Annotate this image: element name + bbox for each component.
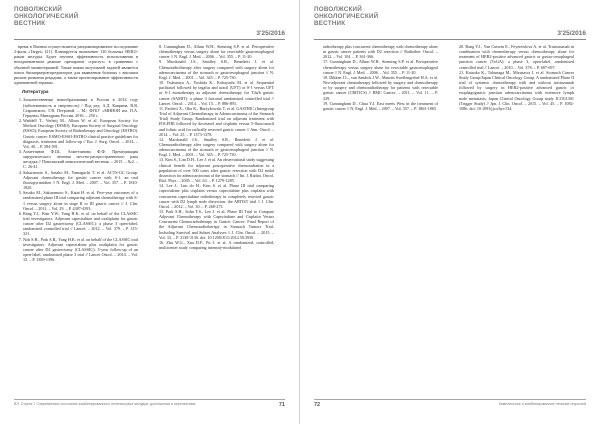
header-rule [314, 39, 586, 40]
left-page-column-1 [14, 44, 138, 390]
right-page-footer [314, 399, 586, 410]
reference-item: 20. Bang Y.J., Van Cutsem E., Feyereislova A. et al. Trastuzumab in combination with chemotherapy versus chemotherapy alone for treatment of HER2-positive advanced gastric or gastro-oesophageal junction cancer (ToGA): a phase 3, open-label, randomised controlled trial // Lancet. – 2010. – Vol. 376. – P. 687-697. [459, 44, 574, 70]
reference-item: 21. Kataoka K., Tokunaga M., Mizusawa J. et al. Stomach Cancer Study Group/Japan Clinical Oncology Group. A randomized Phase II trial of systemic chemotherapy with and without trastuzumab followed by surgery in HER2-positive advanced gastric or esophagogastric junction adenocarcinoma with extensive lymph node metastasis: Japan Clinical Oncology Group study JCOG1301 (Trigger Study) // Jpn. J. Clin. Oncol. – 2015. – Vol. 45. – P. 1082-1086. doi: 10.1093/jjco/hyv134. [459, 69, 574, 111]
left-page-column-2 [150, 44, 274, 390]
reference-item: 14. Lee J., Lim do H., Kim S. et al. Phase III trial comparing capecitabine plus cisplatin versus capecitabine plus cisplatin with concurrent capecitabine radiotherapy in completely resected gastric cancer with D2 lymph node dissection: the ARTIST trial // J. Clin. Oncol. – 2012. – Vol. 30. – P. 268-273. [159, 183, 274, 209]
reference-item: 19. Cunningham D., Chua Y.J. East meets West in the treatment of gastric cancer // N. Engl. J. Med. – 2007. – Vol. 357. – P. 1863-1865. [323, 100, 438, 111]
page-number: 71 [278, 401, 285, 408]
header-rule [14, 39, 285, 40]
right-page [300, 0, 600, 424]
reference-item: 2. Waddell T., Verheij M., Allum W. et al. European Society for Medical Oncology (ESMO); European Society of Surgical Oncology (ESSO); European Society of Radiotherapy and Oncology (ESTRO). Gastric cancer: ESMO-ESSO-ESTRO clinical practice guidelines for diagnosis, treatment and follow-up // Eur. J. Surg. Oncol. – 2014. – Vol. 40. – P. 584-591. [23, 118, 138, 149]
journal-name: ПОВОЛЖСКИЙ ОНКОЛОГИЧЕСКИЙ ВЕСТНИК [314, 6, 379, 27]
reference-item: 15. Park S.H., Sohn T.S., Lee J. et al. Phase III Trial to Compare Adjuvant Chemotherapy with Capecitabine and Cisplatin Versus Concurrent Chemoradiotherapy in Gastric Cancer: Final Report of the Adjuvant Chemoradiotherapy in Stomach Tumors Trial, Including Survival and Subset Analyses // J. Clin. Oncol. – 2015. – Vol. 33. – P. 3130-3136. doi: 10.1200/JCO.2014.58.3930. [159, 209, 274, 240]
reference-item: 18. Dikken J.L., van Sandick J.W., Maurits Swellengrebel H.A. et al. Neo-adjuvant chemotherapy followed by surgery and chemotherapy or by surgery and chemoradiotherapy for patients with resectable gastric cancer (CRITICS) // BMC Cancer. – 2011. – Vol. 11. – P. 329. [323, 74, 438, 101]
intro-paragraph: время в Японии осуществляется рандомизированное исследование 2-фазы «Target» [21]. Планируется включение 130 больных HER2+ раком желудка. Будет изучена эффективность использования в неоадъювантном режиме препаратов «трастуз» в сравнении с обычной химиотерапией. Также важна актуальной задачей являются поиск биомаркеров-предикторов для выявления больных с высоким риском развития рецидива, а также прогнозирование эффективности адъювантной терапии. [14, 44, 138, 86]
reference-item: 7. Noh S.H., Park S.R., Yang H.K. et al. on behalf of the CLASSIC trial investigators. Adjuvant capecitabine plus oxaliplatin for gastric cancer after D2 gastrectomy (CLASSIC): 5-year follow-up of an open-label, randomised phase 3 trial // Lancet Oncol. – 2014. – Vol. 15. – P. 1389-1396. [23, 237, 138, 263]
reference-list-continued [150, 44, 274, 250]
running-footer: ВЛ. Стрелк 7 Современное состояние комбинированного лечения рака желудка: достижения и перспективы [14, 402, 196, 406]
reference-item: 4. Sakuramoto S., Sasako M., Yamaguchi T. et al. ACTS-GC Group. Adjuvant chemotherapy for gastric cancer with S-1, an oral fluoropyrimidine // N. Engl. J. Med. – 2007. – Vol. 357. – P. 1810-1820. [23, 170, 138, 191]
reference-item: 9. Macdonald J.S., Smalley S.R., Benedetti J. et al. Chemoradiotherapy after surgery compared with surgery alone for adenocarcinoma of the stomach or gastroesophageal junction // N. Engl. J. Med. – 2001. – Vol. 345. – P. 725-730. [159, 59, 274, 80]
reference-item: 10. Tsuburaya A., Yoshida K., Kobayashi M. et al. Sequential paclitaxel followed by tegafur and uracil (UFT) or S-1 versus UFT or S-1 monotherapy as adjuvant chemotherapy for T4a/b gastric cancer (SAMIT): a phase 3 factorial randomised controlled trial // Lancet. Oncol. – 2014. – Vol. 15. – P. 886-893. [159, 80, 274, 106]
journal-issue: 3'25/2016 [557, 30, 586, 37]
reference-item: 8. Cunningham D., Allum W.H., Stenning S.P. et al. Perioperative chemotherapy versus surgery alone for resectable gastroesophageal cancer // N. Engl. J. Med. – 2006. – Vol. 355. – P. 11-20. [159, 44, 274, 60]
reference-item: 1. Злокачественные новообразования в России в 2014 году (заболеваемость и смертность) / Под ред. А.Д. Каприна, В.В. Старинского, Г.В. Петровой. – М.: ФГБУ «МНИОИ им. П.А. Герцена» Минздрава России, 2016. – 250 с. [23, 97, 138, 118]
page-number: 72 [314, 401, 321, 408]
reference-item: 5. Sasako M., Sakuramoto S., Katai H. et al. Five-year outcomes of a randomized phase III trial comparing adjuvant chemotherapy with S-1 versus surgery alone in stage II or III gastric cancer // J. Clin. Oncol. – 2011. – Vol. 29. – P. 4387-4393. [23, 190, 138, 211]
journal-name: ПОВОЛЖСКИЙ ОНКОЛОГИЧЕСКИЙ ВЕСТНИК [14, 6, 79, 27]
right-page-column-2 [450, 44, 574, 390]
references-heading: Литература [22, 89, 49, 95]
reference-item: 12. Macdonald J.S., Smalley S.R., Benedetti J. et al. Chemoradiotherapy after surgery compared with surgery alone for adenocarcinoma of the stomach or gastroesophageal junction // N. Engl. J. Med. – 2001. – Vol. 345. – P. 725-730. [159, 136, 274, 158]
right-page-header [314, 6, 586, 40]
right-page-column-1 [314, 44, 438, 390]
journal-issue: 3'25/2016 [256, 30, 285, 37]
reference-item: 13. Kim S., Lim D.H., Lee J. et al. An observational study suggesting clinical benefit for adjuvant postoperative chemoradiation in a population of over 500 cases after gastric resection with D2 nodal dissection for adenocarcinoma of the stomach // Int. J. Radiat. Oncol. Biol. Phys. – 2005. – Vol. 63. – P. 1279-1285. [159, 157, 274, 184]
reference-item: 11. Paoletti X., Oba K., Burzykowski T. et al. GASTRIC (Intergroup Trial of Adjuvant Chemotherapy in Adenocarcinoma of the Stomach Trial) Study Group. Randomized trial on adjuvant treatment with FOLFIRI followed by docetaxel and cisplatin versus 5-fluorouracil and folinic acid for radically resected gastric cancer // Ann. Oncol. – 2014. – Vol. 25. – P. 1373-1378. [159, 105, 274, 137]
reference-item: 6. Bang Y.J., Kim Y.W., Yang H.K. et al. on behalf of the CLASSIC trial investigators. Adjuvant capecitabine and oxaliplatin for gastric cancer after D2 gastrectomy (CLASSIC): a phase 3 open-label, randomised controlled trial // Lancet. – 2012. – Vol. 379. – P. 315-321. [23, 211, 138, 237]
reference-list-continued [314, 44, 438, 111]
reference-item: 17. Cunningham D., Allum W.H., Stenning S.P. et al. Perioperative chemotherapy versus surgery alone for resectable gastroesophageal cancer // N. Engl. J. Med. – 2006. – Vol. 355. – P. 11-20. [323, 59, 438, 75]
reference-list [14, 97, 138, 262]
reference-list-continued [450, 44, 574, 111]
reference-item: radiotherapy plus concurrent chemotherapy with chemotherapy alone in gastric cancer patients with D2 resection // Radiother. Oncol. – 2012. – Vol. 104. – P. 361-366. [323, 44, 438, 60]
reference-item: 16. Zhu W.G., Xua D.F., Pu J. et al. A randomized, controlled, multicenter study comparing intensity-modulated [159, 239, 274, 251]
running-footer: Комплексное и комбинированное лечение опухолей [498, 402, 586, 406]
left-page-header [14, 6, 285, 40]
reference-item: 3. Ахметзянов Ф.Ш., Ахметзянова Ф.Ф. Премедикация хирургического лечения местно-распространенного рака желудка // Поволжский онкологический вестник. – 2015. – №2. – С. 26-41. [23, 149, 138, 170]
left-page-footer [14, 399, 285, 410]
